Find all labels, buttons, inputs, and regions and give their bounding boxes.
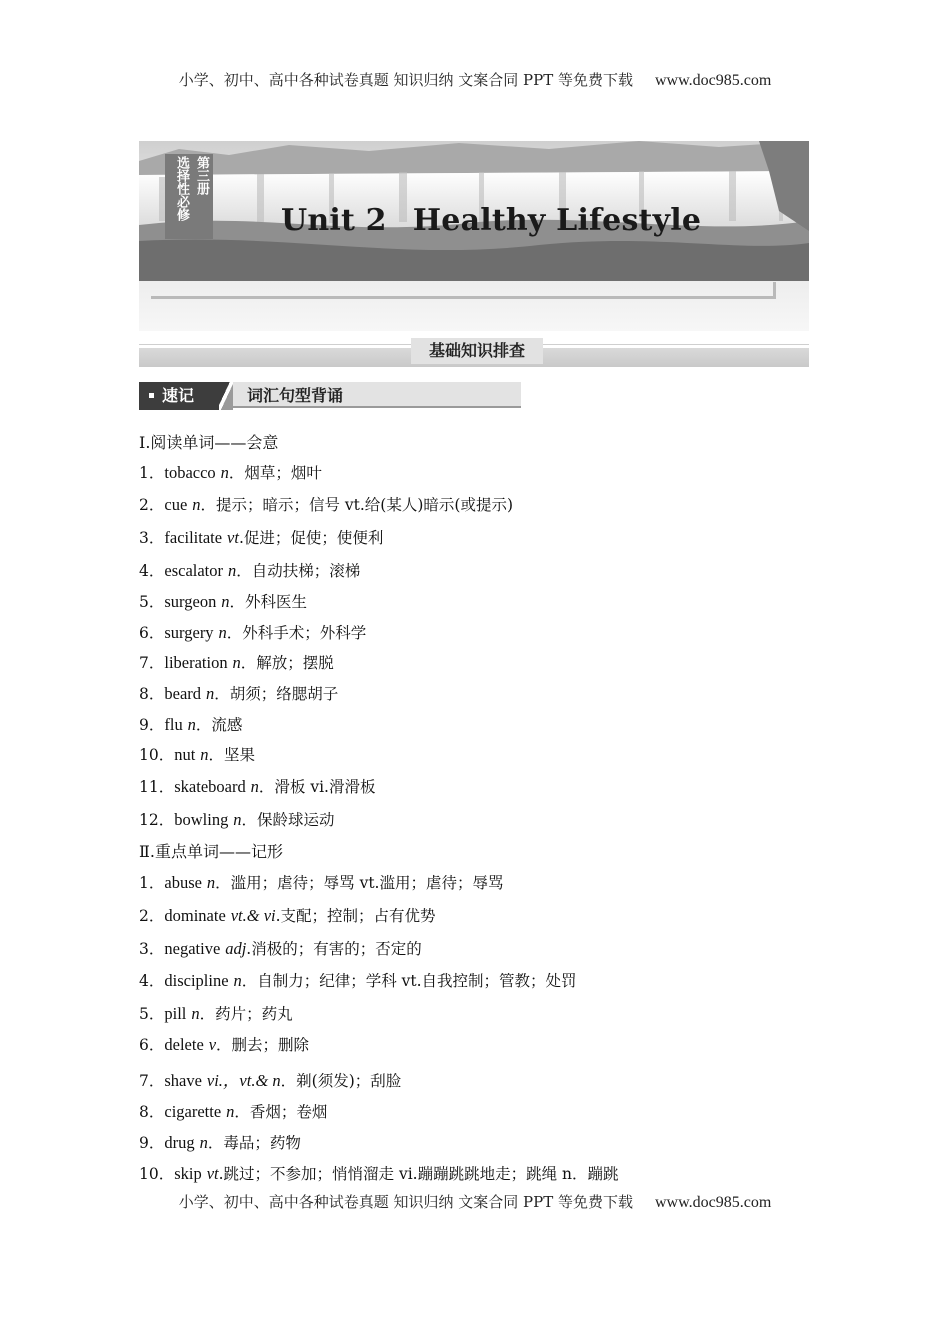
footer-text: 小学、初中、高中各种试卷真题 知识归纳 文案合同 PPT 等免费下载 xyxy=(178,1193,633,1211)
section-title: 基础知识排查 xyxy=(411,338,543,364)
list-item: 3．facilitate vt.促进；促使；使便利 xyxy=(139,528,384,547)
square-bullet-icon xyxy=(149,393,154,398)
header-text: 小学、初中、高中各种试卷真题 知识归纳 文案合同 PPT 等免费下载 xyxy=(178,71,633,89)
header-url: www.doc985.com xyxy=(654,72,772,89)
list-item: 8．cigarette n．香烟；卷烟 xyxy=(139,1102,328,1121)
list-item: 2．cue n．提示；暗示；信号 vt.给(某人)暗示(或提示) xyxy=(139,495,513,514)
list-item: 8．beard n．胡须；络腮胡子 xyxy=(139,684,339,703)
list-item: 12．bowling n．保龄球运动 xyxy=(139,810,335,829)
list-item: 5．pill n．药片；药丸 xyxy=(139,1004,293,1023)
page-header xyxy=(0,69,950,90)
list-item: 2．dominate vt.& vi.支配；控制；占有优势 xyxy=(139,906,436,925)
unit-banner xyxy=(139,141,809,331)
volume-tag-col1: 选择性必修 xyxy=(174,156,189,221)
unit-title xyxy=(281,203,701,238)
banner-frame xyxy=(151,282,776,299)
list-item: 6．surgery n．外科手术；外科学 xyxy=(139,623,367,642)
tab-right-label: 词汇句型背诵 xyxy=(233,382,521,408)
tab-left-label: 速记 xyxy=(162,386,195,405)
list-item: 6．delete v．删去；删除 xyxy=(139,1035,310,1054)
list-item: 11．skateboard n．滑板 vi.滑滑板 xyxy=(139,777,376,796)
list-item: 7．liberation n．解放；摆脱 xyxy=(139,653,334,672)
unit-number: Unit 2 xyxy=(281,203,387,238)
list-item: 1．tobacco n．烟草；烟叶 xyxy=(139,463,322,482)
volume-tag xyxy=(165,154,213,239)
list-item: 9．flu n．流感 xyxy=(139,715,243,734)
list-item: 10．nut n．坚果 xyxy=(139,745,256,764)
list-item: 4．discipline n．自制力；纪律；学科 vt.自我控制；管教；处罚 xyxy=(139,971,577,990)
unit-name: Healthy Lifestyle xyxy=(412,203,702,238)
list-heading: Ⅱ.重点单词——记形 xyxy=(139,842,283,861)
tab-quick-memo xyxy=(139,382,221,410)
footer-url: www.doc985.com xyxy=(654,1194,772,1211)
list-item: 5．surgeon n．外科医生 xyxy=(139,592,308,611)
tab-slash-divider xyxy=(219,382,233,410)
list-item: 1．abuse n．滥用；虐待；辱骂 vt.滥用；虐待；辱骂 xyxy=(139,873,504,892)
list-heading: Ⅰ.阅读单词——会意 xyxy=(139,433,279,452)
list-item: 7．shave vi.，vt.& n．剃(须发)；刮脸 xyxy=(139,1071,402,1090)
list-item: 9．drug n．毒品；药物 xyxy=(139,1133,301,1152)
list-item: 10．skip vt.跳过；不参加；悄悄溜走 vi.蹦蹦跳跳地走；跳绳 n．蹦跳 xyxy=(139,1164,619,1183)
subsection-tab xyxy=(139,382,521,410)
list-item: 3．negative adj.消极的；有害的；否定的 xyxy=(139,939,422,958)
page-footer xyxy=(0,1191,950,1212)
list-item: 4．escalator n．自动扶梯；滚梯 xyxy=(139,561,361,580)
volume-tag-col2: 第三册 xyxy=(194,156,209,195)
